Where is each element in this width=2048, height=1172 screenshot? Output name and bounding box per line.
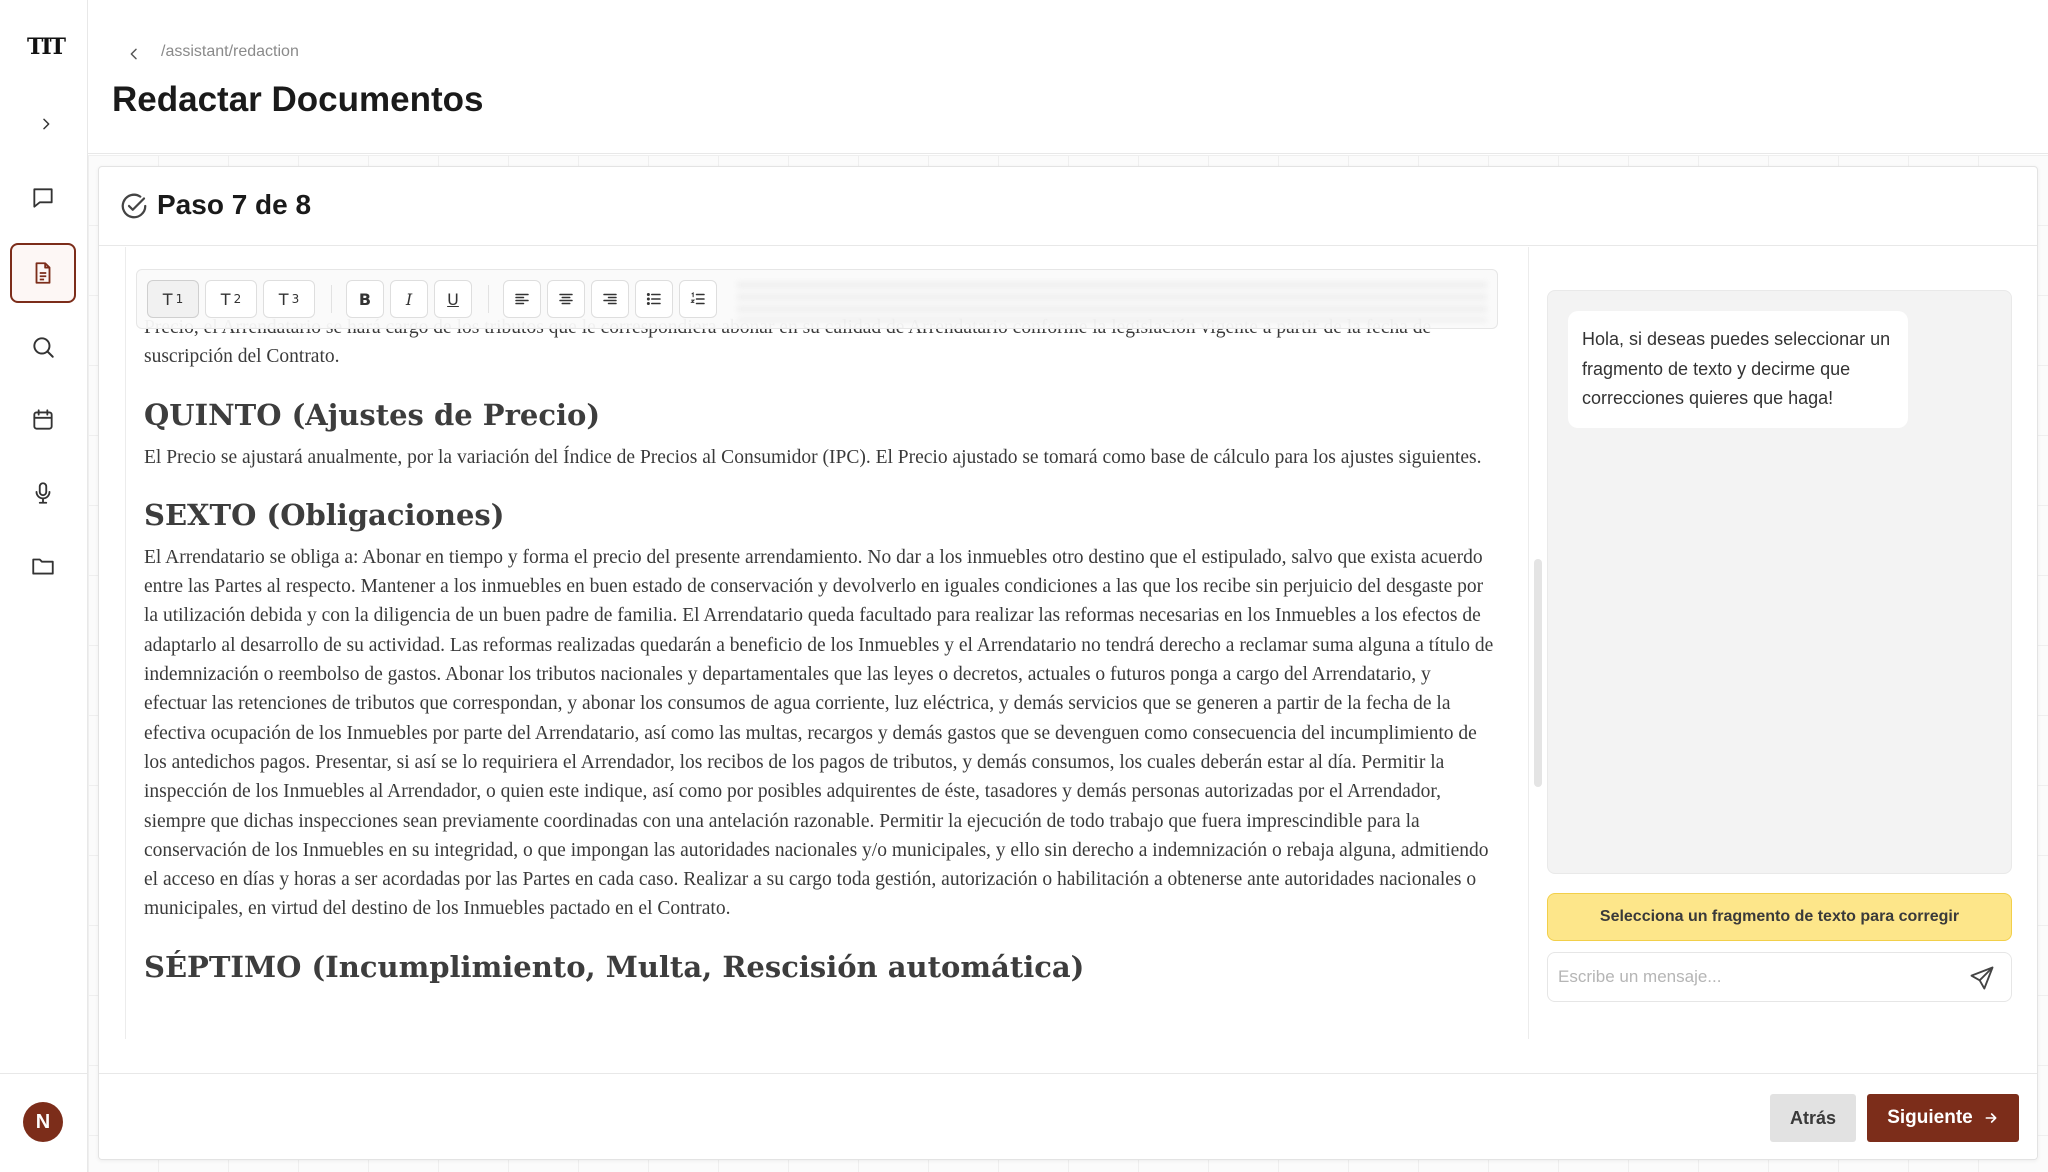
sidebar-item-chat[interactable] (10, 168, 76, 228)
sidebar-item-calendar[interactable] (10, 390, 76, 450)
section-heading[interactable]: SEXTO (Obligaciones) (144, 497, 505, 532)
chevron-right-icon (38, 116, 54, 132)
back-step-button[interactable]: Atrás (1770, 1094, 1856, 1142)
align-center-icon (557, 290, 575, 308)
next-button-label: Siguiente (1887, 1107, 1973, 1128)
section-heading[interactable]: QUINTO (Ajustes de Precio) (144, 397, 601, 432)
sidebar-item-folders[interactable] (10, 536, 76, 596)
underline-button[interactable]: U (434, 280, 472, 318)
numbered-list-icon (689, 290, 707, 308)
assistant-message: Hola, si deseas puedes seleccionar un fragmento de texto y decirme que correcciones quieres que haga! (1568, 311, 1908, 428)
chat-panel (1547, 290, 2012, 874)
message-composer (1547, 952, 2012, 1002)
heading3-button[interactable]: T 3 (263, 280, 315, 318)
section-heading[interactable]: SÉPTIMO (Incumplimiento, Multa, Rescisión automática) (144, 949, 1085, 984)
calendar-icon (30, 407, 56, 433)
bold-button[interactable]: B (346, 280, 384, 318)
document-paragraph[interactable]: El Arrendatario se obliga a: Abonar en tiempo y forma el precio del presente arrendamiento. No dar a los inmuebles otro destino que el estipulado, salvo que exista acuerdo entre las Partes al respecto. Mantener a los inmuebles en buen estado de conservación y devolverlo en iguales condiciones a las que los recibe sin perjuicio del desgaste por la utilización debida y con la diligencia de un buen padre de familia. El Arrendatario queda facultado para realizar las reformas necesarias en los Inmuebles a los efectos de adaptarlo al desarrollo de su actividad. Las reformas realizadas quedarán a beneficio de los Inmuebles y el Arrendatario no tendrá derecho a reclamar suma alguna a título de indemnización o reembolso de gastos. Abonar los tributos nacionales y departamentales que las leyes o decretos, actuales o futuros ponga a cargo del Arrendatario, y efectuar las retenciones de tributos que correspondan, y abonar los consumos de agua corriente, luz eléctrica, y demás servicios que se generen a partir de la fecha de la efectiva ocupación de los Inmuebles por parte del Arrendatario, así como las multas, recargos y demás gastos que se devenguen como consecuencia del incumplimiento de los antedichos pagos. Presentar, si así se lo requiriera el Arrendador, los recibos de los pagos de tributos, y demás consumos, los cuales deberán estar al día. Permitir la inspección de los Inmuebles al Arrendador, o quien este indique, así como por posibles adquirentes de éste, tasadores y demás personas autorizadas por el Arrendador, siempre que dichas inspecciones sean previamente coordinadas con una antelación razonable. Permitir la ejecución de todo trabajo que fuera imprescindible para la conservación de los Inmuebles en su integridad, o que impongan las autoridades nacionales y/o municipales, y ello sin derecho a indemnización o rebaja alguna, admitiendo el acceso en días y horas a ser acordadas por las Partes en cada caso. Realizar a su cargo toda gestión, autorización o habilitación a obtenerse ante autoridades nacionales o municipales, en virtud del destino de los Inmuebles pactado en el Contrato. (144, 546, 1494, 920)
arrow-right-icon (1983, 1110, 1999, 1126)
bullet-list-button[interactable] (635, 280, 673, 318)
check-circle-icon (119, 191, 149, 221)
heading1-button[interactable]: T 1 (147, 280, 199, 318)
send-icon (1968, 964, 1996, 992)
search-icon (30, 334, 56, 360)
breadcrumb: /assistant/redaction (161, 43, 299, 60)
selection-hint: Selecciona un fragmento de texto para corregir (1547, 893, 2012, 941)
toolbar-divider (488, 285, 489, 313)
align-left-button[interactable] (503, 280, 541, 318)
editor-toolbar (136, 269, 1498, 329)
sidebar-item-documents[interactable] (10, 243, 76, 303)
send-button[interactable] (1967, 963, 1997, 993)
step-header (99, 167, 2037, 246)
message-input[interactable] (1558, 953, 1938, 1001)
document-paragraph[interactable]: suscripción del Contrato. (144, 346, 340, 368)
editor-scrollbar[interactable] (1534, 559, 1542, 787)
document-icon (30, 260, 56, 286)
heading2-button[interactable]: T 2 (205, 280, 257, 318)
align-center-button[interactable] (547, 280, 585, 318)
bullet-list-icon (645, 290, 663, 308)
toolbar-divider (331, 285, 332, 313)
align-left-icon (513, 290, 531, 308)
folder-icon (30, 553, 56, 579)
microphone-icon (30, 480, 56, 506)
numbered-list-button[interactable] (679, 280, 717, 318)
chat-icon (30, 185, 56, 211)
page-title: Redactar Documentos (112, 80, 484, 119)
page-header (88, 0, 2048, 154)
sidebar (0, 0, 88, 1172)
wizard-footer (99, 1073, 2037, 1160)
align-right-icon (601, 290, 619, 308)
document-paragraph[interactable]: El Precio se ajustará anualmente, por la variación del Índice de Precios al Consumidor (IPC). El Precio ajustado se tomará como base de cálculo para los ajustes siguientes. (144, 446, 1482, 468)
chevron-left-icon (126, 46, 142, 62)
document-content[interactable] (144, 313, 1494, 995)
sidebar-footer (0, 1073, 88, 1172)
user-avatar[interactable]: N (23, 1102, 63, 1142)
sidebar-item-microphone[interactable] (10, 463, 76, 523)
document-editor[interactable] (125, 247, 1529, 1039)
toolbar-blur-overlay (737, 276, 1487, 322)
align-right-button[interactable] (591, 280, 629, 318)
step-indicator: Paso 7 de 8 (157, 189, 312, 220)
sidebar-item-search[interactable] (10, 317, 76, 377)
italic-button[interactable]: I (390, 280, 428, 318)
expand-sidebar-button[interactable] (34, 112, 58, 136)
next-step-button[interactable] (1867, 1094, 2019, 1142)
app-logo[interactable]: TIT (27, 34, 65, 60)
wizard-card (98, 166, 2038, 1160)
back-button[interactable] (122, 42, 146, 66)
